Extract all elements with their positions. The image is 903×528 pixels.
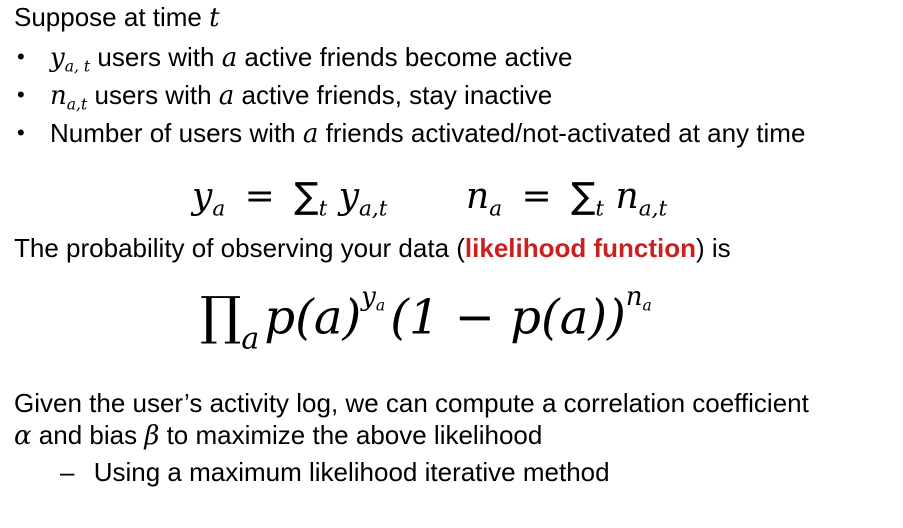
given-mid: and bias xyxy=(31,420,145,450)
bullet-2-rest: active friends, stay inactive xyxy=(234,80,553,110)
sub-bullet-dash: – xyxy=(60,457,75,487)
bullet-1-text: users with xyxy=(90,42,222,72)
likelihood-post: ) is xyxy=(696,233,731,263)
bullet-2-subscript: a,t xyxy=(66,95,88,114)
likelihood-line xyxy=(14,233,731,264)
formula-p-of-a: p(a) xyxy=(264,289,362,346)
beta-symbol: β xyxy=(144,421,160,451)
sum-equation-n xyxy=(466,176,667,222)
sum-n-sigma-sub: t xyxy=(595,196,605,222)
sum-n-lhs: n xyxy=(466,176,490,217)
sub-bullet-item xyxy=(60,457,610,488)
sum-y-lhs: y xyxy=(192,176,213,217)
bullet-1-subscript: a, t xyxy=(64,57,91,76)
bullet-3-rest: friends activated/not-activated at any time xyxy=(318,118,806,148)
sum-n-rhs-sub: a,t xyxy=(638,196,668,222)
sum-y-sigma-sub: t xyxy=(318,196,328,222)
formula-exp-n: na xyxy=(625,282,652,315)
likelihood-highlight: likelihood function xyxy=(464,233,697,263)
bullet-item-1 xyxy=(50,42,572,75)
bullet-dot-3: • xyxy=(17,120,25,145)
formula-product-symbol: ∏ xyxy=(200,286,242,347)
bullet-3-pre: Number of users with xyxy=(50,118,303,148)
alpha-symbol: α xyxy=(14,421,32,451)
sum-n-equals: = xyxy=(521,176,552,217)
given-line-2 xyxy=(14,420,542,451)
intro-var-t: t xyxy=(209,3,220,33)
sum-y-lhs-sub: a xyxy=(212,196,226,222)
intro-line xyxy=(14,2,220,33)
bullet-item-2 xyxy=(50,80,552,113)
bullet-2-symbol: n xyxy=(50,81,67,111)
sub-bullet-text: Using a maximum likelihood iterative method xyxy=(93,457,610,487)
bullet-item-3 xyxy=(50,118,805,149)
likelihood-formula xyxy=(200,282,652,357)
sum-equation-y xyxy=(192,176,387,222)
likelihood-pre: The probability of observing your data ( xyxy=(14,233,465,263)
formula-complement: (1 − p(a)) xyxy=(390,289,626,346)
bullet-1-var: a xyxy=(221,43,238,73)
sum-y-sigma: ∑ xyxy=(294,176,319,217)
sum-y-equals: = xyxy=(244,176,275,217)
formula-exp-y: ya xyxy=(361,282,386,315)
bullet-3-var: a xyxy=(302,119,319,149)
given-rest: to maximize the above likelihood xyxy=(159,420,543,450)
sum-y-rhs-sub: a,t xyxy=(359,196,388,222)
sum-n-lhs-sub: a xyxy=(489,196,503,222)
bullet-2-var: a xyxy=(218,81,235,111)
intro-text: Suppose at time xyxy=(14,2,202,32)
bullet-1-symbol: y xyxy=(50,43,65,73)
formula-product-sub: a xyxy=(241,321,260,357)
sum-n-rhs: n xyxy=(615,176,639,217)
sum-n-sigma: ∑ xyxy=(571,176,596,217)
given-line-1: Given the user’s activity log, we can compute a correlation coefficient xyxy=(14,388,809,418)
bullet-dot-1: • xyxy=(17,44,25,69)
bullet-2-text: users with xyxy=(87,80,219,110)
bullet-1-rest: active friends become active xyxy=(237,42,573,72)
sum-y-rhs: y xyxy=(338,176,360,217)
bullet-dot-2: • xyxy=(17,82,25,107)
